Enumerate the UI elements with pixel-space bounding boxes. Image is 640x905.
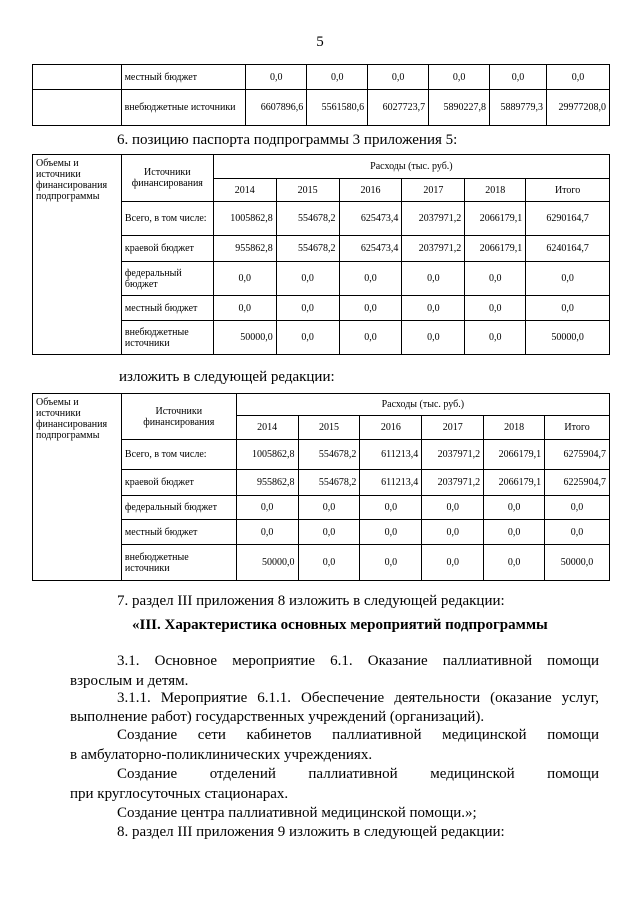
value-cell: 0,0	[402, 262, 465, 296]
row-label: федеральный бюджет	[121, 496, 236, 520]
value-cell: 0,0	[276, 296, 339, 321]
value-cell: 0,0	[422, 496, 484, 520]
value-cell: 0,0	[339, 296, 402, 321]
value-cell: 0,0	[307, 65, 368, 90]
sources-header: Источники финансирования	[121, 155, 213, 202]
value-cell: 0,0	[360, 496, 422, 520]
value-cell: 0,0	[360, 545, 422, 581]
year-header: Итого	[526, 179, 610, 202]
value-cell: 0,0	[368, 65, 429, 90]
value-cell: 2066179,1	[465, 236, 526, 262]
section-label: Объемы и источники финансирования подпрограммы	[33, 155, 122, 355]
row-label: местный бюджет	[121, 520, 236, 545]
page-number: 5	[316, 34, 324, 50]
value-cell: 0,0	[236, 520, 298, 545]
value-cell: 50000,0	[545, 545, 610, 581]
value-cell: 0,0	[402, 321, 465, 355]
value-cell: 29977208,0	[547, 90, 610, 126]
expenses-header: Расходы (тыс. руб.)	[213, 155, 609, 179]
value-cell: 955862,8	[213, 236, 276, 262]
row-label: местный бюджет	[121, 65, 246, 90]
row-label: краевой бюджет	[121, 470, 236, 496]
value-cell: 611213,4	[360, 470, 422, 496]
paragraph-cabinets-line1: Создание сети кабинетов паллиативной медицинской помощи	[117, 727, 599, 743]
paragraph-3-1-line1: 3.1. Основное мероприятие 6.1. Оказание паллиативной помощи	[117, 653, 599, 669]
value-cell: 6290164,7	[526, 202, 610, 236]
value-cell: 0,0	[526, 262, 610, 296]
value-cell: 0,0	[339, 321, 402, 355]
value-cell: 5561580,6	[307, 90, 368, 126]
value-cell: 0,0	[298, 520, 360, 545]
paragraph-cabinets-line2: в амбулаторно-поликлинических учреждениях.	[70, 747, 373, 763]
row-label: местный бюджет	[121, 296, 213, 321]
row-label: Всего, в том числе:	[121, 202, 213, 236]
value-cell: 50000,0	[236, 545, 298, 581]
year-header: 2016	[360, 416, 422, 440]
value-cell: 2066179,1	[484, 470, 545, 496]
year-header: 2016	[339, 179, 402, 202]
value-cell: 0,0	[246, 65, 307, 90]
sources-header: Источники финансирования	[121, 394, 236, 440]
value-cell: 0,0	[545, 520, 610, 545]
paragraph-8: 8. раздел III приложения 9 изложить в следующей редакции:	[117, 824, 505, 840]
value-cell: 554678,2	[298, 440, 360, 470]
year-header: 2017	[422, 416, 484, 440]
section-label: Объемы и источники финансирования подпрограммы	[33, 394, 122, 581]
value-cell: 0,0	[490, 65, 547, 90]
section-cell	[33, 90, 122, 126]
value-cell: 2066179,1	[465, 202, 526, 236]
value-cell: 611213,4	[360, 440, 422, 470]
value-cell: 1005862,8	[236, 440, 298, 470]
year-header: 2017	[402, 179, 465, 202]
year-header: 2014	[213, 179, 276, 202]
value-cell: 5889779,3	[490, 90, 547, 126]
value-cell: 955862,8	[236, 470, 298, 496]
paragraph-3-1-line2: взрослым и детям.	[70, 673, 189, 689]
year-header: 2014	[236, 416, 298, 440]
value-cell: 5890227,8	[429, 90, 490, 126]
year-header: 2015	[276, 179, 339, 202]
section-cell	[33, 65, 122, 90]
value-cell: 625473,4	[339, 202, 402, 236]
value-cell: 0,0	[213, 262, 276, 296]
value-cell: 0,0	[213, 296, 276, 321]
year-header: Итого	[545, 416, 610, 440]
paragraph-departments-line2: при круглосуточных стационарах.	[70, 786, 289, 802]
value-cell: 2037971,2	[422, 440, 484, 470]
row-label: внебюджетные источники	[121, 90, 246, 126]
year-header: 2015	[298, 416, 360, 440]
value-cell: 0,0	[298, 545, 360, 581]
value-cell: 0,0	[484, 496, 545, 520]
row-label: Всего, в том числе:	[121, 440, 236, 470]
paragraph-3-1-1-line1: 3.1.1. Мероприятие 6.1.1. Обеспечение деятельности (оказание услуг,	[117, 690, 599, 706]
paragraph-center: Создание центра паллиативной медицинской помощи.»;	[117, 805, 477, 821]
value-cell: 0,0	[236, 496, 298, 520]
value-cell: 554678,2	[298, 470, 360, 496]
value-cell: 1005862,8	[213, 202, 276, 236]
value-cell: 0,0	[276, 321, 339, 355]
financing-table-new	[32, 393, 610, 581]
value-cell: 554678,2	[276, 236, 339, 262]
value-cell: 0,0	[339, 262, 402, 296]
value-cell: 0,0	[465, 262, 526, 296]
year-header: 2018	[484, 416, 545, 440]
value-cell: 0,0	[360, 520, 422, 545]
paragraph-3-1-1-line2: выполнение работ) государственных учреждений (организаций).	[70, 709, 485, 725]
value-cell: 0,0	[547, 65, 610, 90]
year-header: 2018	[465, 179, 526, 202]
value-cell: 0,0	[465, 321, 526, 355]
value-cell: 554678,2	[276, 202, 339, 236]
value-cell: 2037971,2	[422, 470, 484, 496]
value-cell: 6275904,7	[545, 440, 610, 470]
value-cell: 2037971,2	[402, 236, 465, 262]
paragraph-6: 6. позицию паспорта подпрограммы 3 приложения 5:	[117, 132, 458, 148]
row-label: внебюджетные источники	[121, 545, 236, 581]
row-label: федеральный бюджет	[121, 262, 213, 296]
value-cell: 2066179,1	[484, 440, 545, 470]
row-label: внебюджетные источники	[121, 321, 213, 355]
value-cell: 0,0	[298, 496, 360, 520]
paragraph-redaction: изложить в следующей редакции:	[119, 369, 335, 385]
paragraph-departments-line1: Создание отделений паллиативной медицинской помощи	[117, 766, 599, 782]
value-cell: 0,0	[484, 545, 545, 581]
value-cell: 0,0	[276, 262, 339, 296]
paragraph-7: 7. раздел III приложения 8 изложить в следующей редакции:	[117, 593, 505, 609]
value-cell: 6240164,7	[526, 236, 610, 262]
value-cell: 0,0	[422, 545, 484, 581]
value-cell: 0,0	[545, 496, 610, 520]
value-cell: 625473,4	[339, 236, 402, 262]
expenses-header: Расходы (тыс. руб.)	[236, 394, 609, 416]
value-cell: 6027723,7	[368, 90, 429, 126]
value-cell: 0,0	[526, 296, 610, 321]
value-cell: 0,0	[422, 520, 484, 545]
value-cell: 6607896,6	[246, 90, 307, 126]
value-cell: 0,0	[402, 296, 465, 321]
section-heading: «III. Характеристика основных мероприятий подпрограммы	[132, 617, 548, 633]
value-cell: 0,0	[429, 65, 490, 90]
continuation-table	[32, 64, 610, 126]
value-cell: 2037971,2	[402, 202, 465, 236]
value-cell: 50000,0	[213, 321, 276, 355]
value-cell: 0,0	[484, 520, 545, 545]
row-label: краевой бюджет	[121, 236, 213, 262]
value-cell: 50000,0	[526, 321, 610, 355]
value-cell: 0,0	[465, 296, 526, 321]
value-cell: 6225904,7	[545, 470, 610, 496]
financing-table-old	[32, 154, 610, 355]
